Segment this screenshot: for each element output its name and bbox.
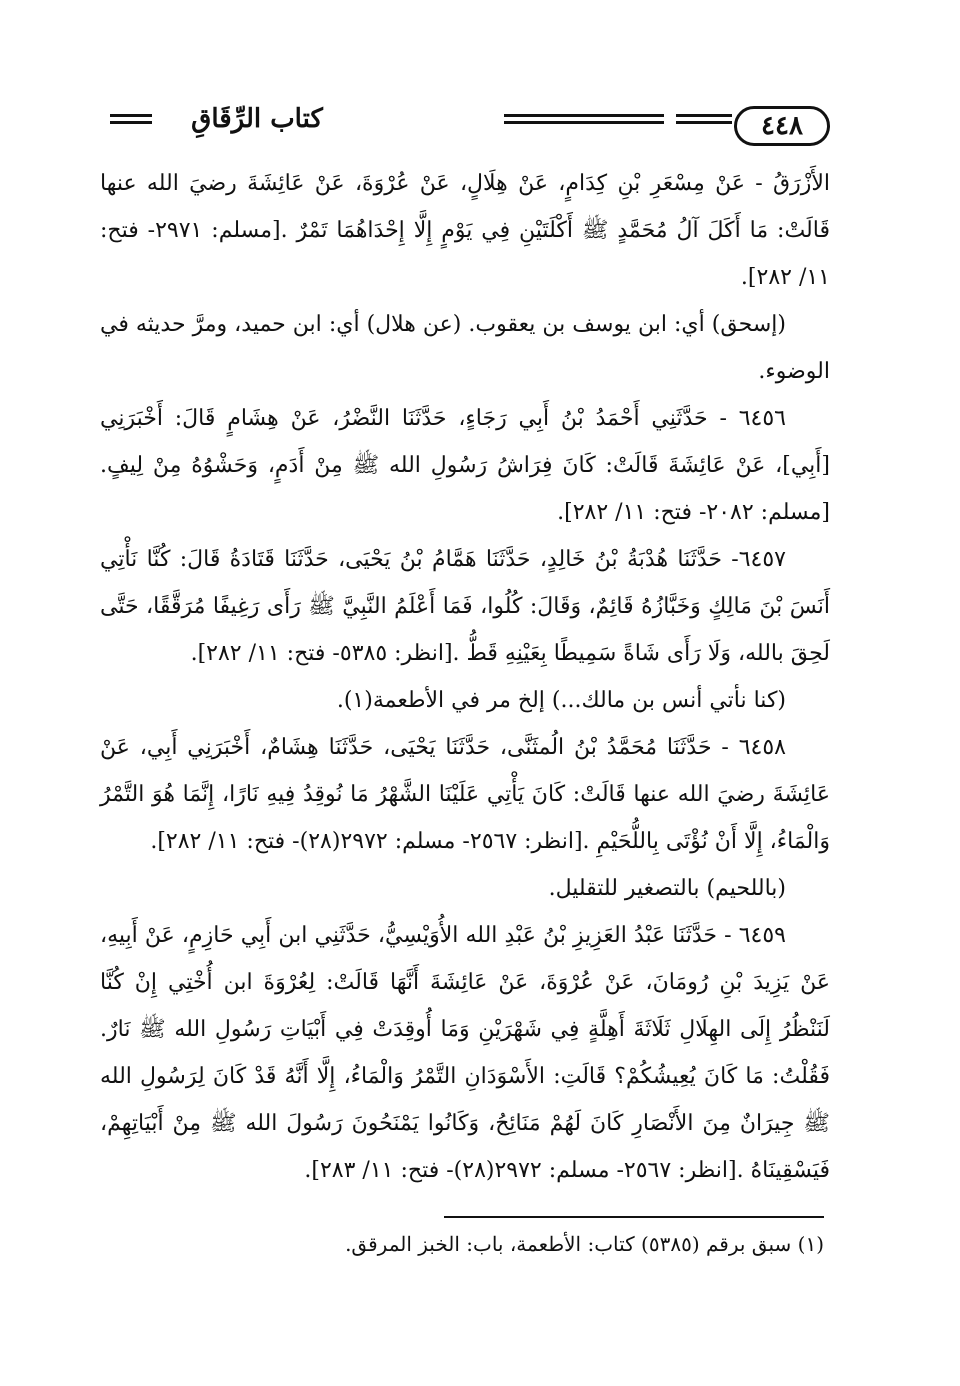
paragraph: (كنا نأتي أنس بن مالك...) إلخ مر في الأطعمة(١).	[336, 688, 786, 713]
header-rule	[110, 114, 152, 124]
hadith-6456: ٦٤٥٦ - حَدَّثَنِي أَحْمَدُ بْنُ أَبِي رَجَاءٍ، حَدَّثَنَا النَّضْرُ، عَنْ هِشَامٍ قَالَ: أَخْبَرَنِي [أَبِي]، عَنْ عَائِشَةَ قَالَتْ: كَانَ فِرَاشُ رَسُولِ الله ﷺ مِنْ أَدَمٍ، وَحَشْوُهُ مِنْ لِيفٍ. [مسلم: ٢٠٨٢- فتح: ١١/ ٢٨٢].	[100, 406, 830, 525]
page-header	[110, 100, 830, 150]
hadith-6457: ٦٤٥٧- حَدَّثَنَا هُدْبَةُ بْنُ خَالِدٍ، حَدَّثَنَا هَمَّامُ بْنُ يَحْيَى، حَدَّثَنَا قَتَادَةُ قَالَ: كُنَّا نَأْتِي أَنَسَ بْنَ مَالِكٍ وَخَبَّازُهُ قَائِمٌ، وَقَالَ: كُلُوا، فَمَا أَعْلَمُ النَّبِيَّ ﷺ رَأَى رَغِيفًا مُرَقَّقًا، حَتَّى لَحِقَ بالله، وَلَا رَأَى شَاةً سَمِيطًا بِعَيْنِهِ قَطُّ .[انظر: ٥٣٨٥- فتح: ١١/ ٢٨٢].	[100, 547, 830, 666]
footnote-divider	[444, 1216, 824, 1218]
footnote: (١) سبق برقم (٥٣٨٥) كتاب: الأطعمة، باب: الخبز المرقق.	[345, 1232, 824, 1256]
hadith-6458: ٦٤٥٨ - حَدَّثَنَا مُحَمَّدُ بْنُ الُمثَنَّى، حَدَّثَنَا يَحْيَى، حَدَّثَنَا هِشَامٌ، أَخْبَرَنِي أَبِي، عَنْ عَائِشَةَ رضيَ الله عنها قَالَتْ: كَانَ يَأْتِي عَلَيْنَا الشَّهْرُ مَا نُوقِدُ فِيهِ نَارًا، إِنَّمَا هُوَ التَّمْرُ وَالْمَاءُ، إِلَّا أَنْ نُؤْتَى بِاللُّحَيْمِ .[انظر: ٢٥٦٧- مسلم: ٢٩٧٢(٢٨)- فتح: ١١/ ٢٨٢].	[100, 735, 830, 854]
page-body	[100, 160, 830, 1194]
hadith-6459: ٦٤٥٩ - حَدَّثَنَا عَبْدُ العَزِيزِ بْنُ عَبْدِ الله الأُوَيْسِيُّ، حَدَّثَنِي ابن أَبِي حَازِمٍ، عَنْ أَبِيهِ، عَنْ يَزِيدَ بْنِ رُومَانَ، عَنْ عُرْوَةَ، عَنْ عَائِشَةَ أَنَّهَا قَالَتْ: لِعُرْوَةَ ابن أُخْتِي إِنْ كُنَّا لَنَنْظُرُ إِلَى الهِلَالِ ثَلَاثَةَ أَهِلَّةٍ فِي شَهْرَيْنِ وَمَا أُوقِدَتْ فِي أَبْيَاتِ رَسُولِ الله ﷺ نَارٌ. فَقُلْتُ: مَا كَانَ يُعِيشُكُمْ؟ قَالَتِ: الأَسْوَدَانِ التَّمْرُ وَالْمَاءُ، إِلَّا أَنَّهُ قَدْ كَانَ لِرَسُولِ الله ﷺ جِيرَانٌ مِنَ الأَنْصَارِ كَانَ لَهُمْ مَنَائِحُ، وَكَانُوا يَمْنَحُونَ رَسُولَ الله ﷺ مِنْ أَبْيَاتِهِمْ، فَيَسْقِينَاهُ .[انظر: ٢٥٦٧- مسلم: ٢٩٧٢(٢٨)- فتح: ١١/ ٢٨٣].	[100, 923, 830, 1183]
page-number: ٤٤٨	[734, 106, 830, 146]
header-rule	[504, 114, 664, 124]
paragraph: (باللحيم) بالتصغير للتقليل.	[548, 876, 786, 901]
book-title: كتاب الرِّقَاقِ	[191, 104, 323, 134]
paragraph: الأَزْرَقُ - عَنْ مِسْعَرِ بْنِ كِدَامٍ، عَنْ هِلَالٍ، عَنْ عُرْوَةَ، عَنْ عَائِشَةَ رضيَ الله عنها قَالَتْ: مَا أَكَلَ آلُ مُحَمَّدٍ ﷺ أَكْلَتَيْنِ فِي يَوْمٍ إِلَّا إِحْدَاهُمَا تَمْرٌ .[مسلم: ٢٩٧١- فتح: ١١/ ٢٨٢].	[100, 171, 830, 290]
paragraph: (إسحق) أي: ابن يوسف بن يعقوب. (عن هلال) أي: ابن حميد، ومرَّ حديثه في الوضوء.	[100, 312, 830, 384]
header-rule	[676, 114, 732, 124]
